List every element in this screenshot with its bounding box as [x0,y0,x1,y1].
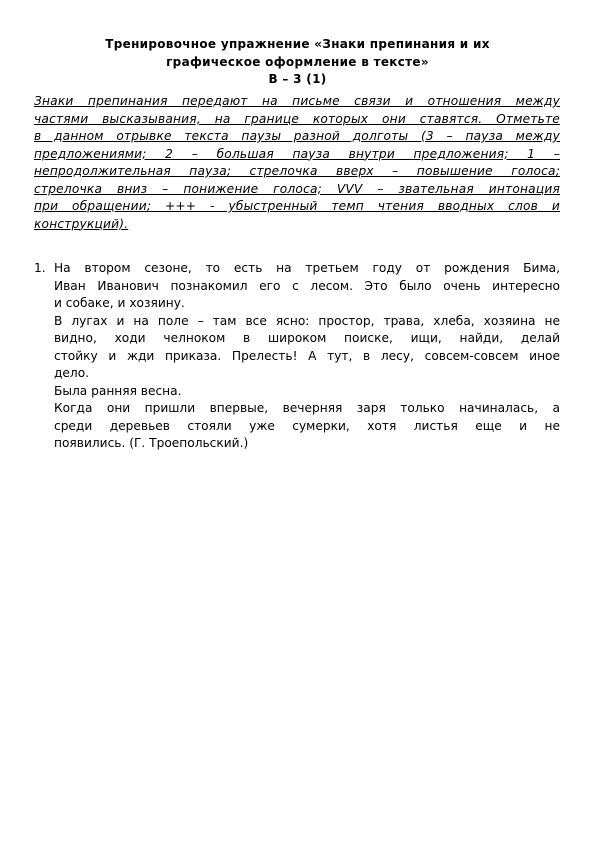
exercise-line: Когда они пришли впервые, вечерняя заря только начиналась, а [54,401,560,415]
instructions-line: при обращении; +++ - убыстренный темп чтения вводных слов и [34,199,560,213]
exercise-line: стойку и жди приказа. Прелесть! А тут, в лесу, совсем-совсем иное [54,348,560,363]
exercise-line: видно, ходи челноком в широком поиске, ищи, найди, делай [54,331,560,345]
exercise-line: появились. (Г. Троепольский.) [54,436,249,450]
exercise-line: Иван Иванович познакомил его с лесом. Это было очень интересно [54,278,560,293]
title-line-2: графическое оформление в тексте» [166,54,429,69]
exercise-line: дело. [54,366,90,380]
instructions-line: предложениями; 2 – большая пауза внутри предложения; 1 – [34,146,560,161]
exercise-text [54,260,560,453]
instructions-line: непродолжительная пауза; стрелочка вверх – повышение голоса; [34,164,560,178]
instructions-line: частями высказывания, на границе которых они ставятся. Отметьте [34,111,560,126]
instructions-line: в данном отрывке текста паузы разной долготы (3 – пауза между [34,129,560,143]
document-title [60,36,535,89]
exercise-line: среди деревьев стояли уже сумерки, хотя листья еще и не [54,418,560,433]
exercise-line: В лугах и на поле – там все ясно: простор, трава, хлеба, хозяина не [54,313,560,328]
title-line-1: Тренировочное упражнение «Знаки препинания и их [105,37,490,51]
exercise-line: Была ранняя весна. [54,383,182,398]
instructions-line: стрелочка вниз – понижение голоса; VVV – звательная интонация [34,181,560,196]
instructions-line: Знаки препинания передают на письме связи и отношения между [34,94,560,108]
variant-label: В – 3 (1) [268,72,327,86]
exercise-line: На втором сезоне, то есть на третьем году от рождения Бима, [54,261,560,275]
exercise-number: 1. [34,261,46,275]
exercise-line: и собаке, и хозяину. [54,296,185,310]
instructions-paragraph [34,93,560,233]
instructions-line: конструкций). [34,216,129,231]
